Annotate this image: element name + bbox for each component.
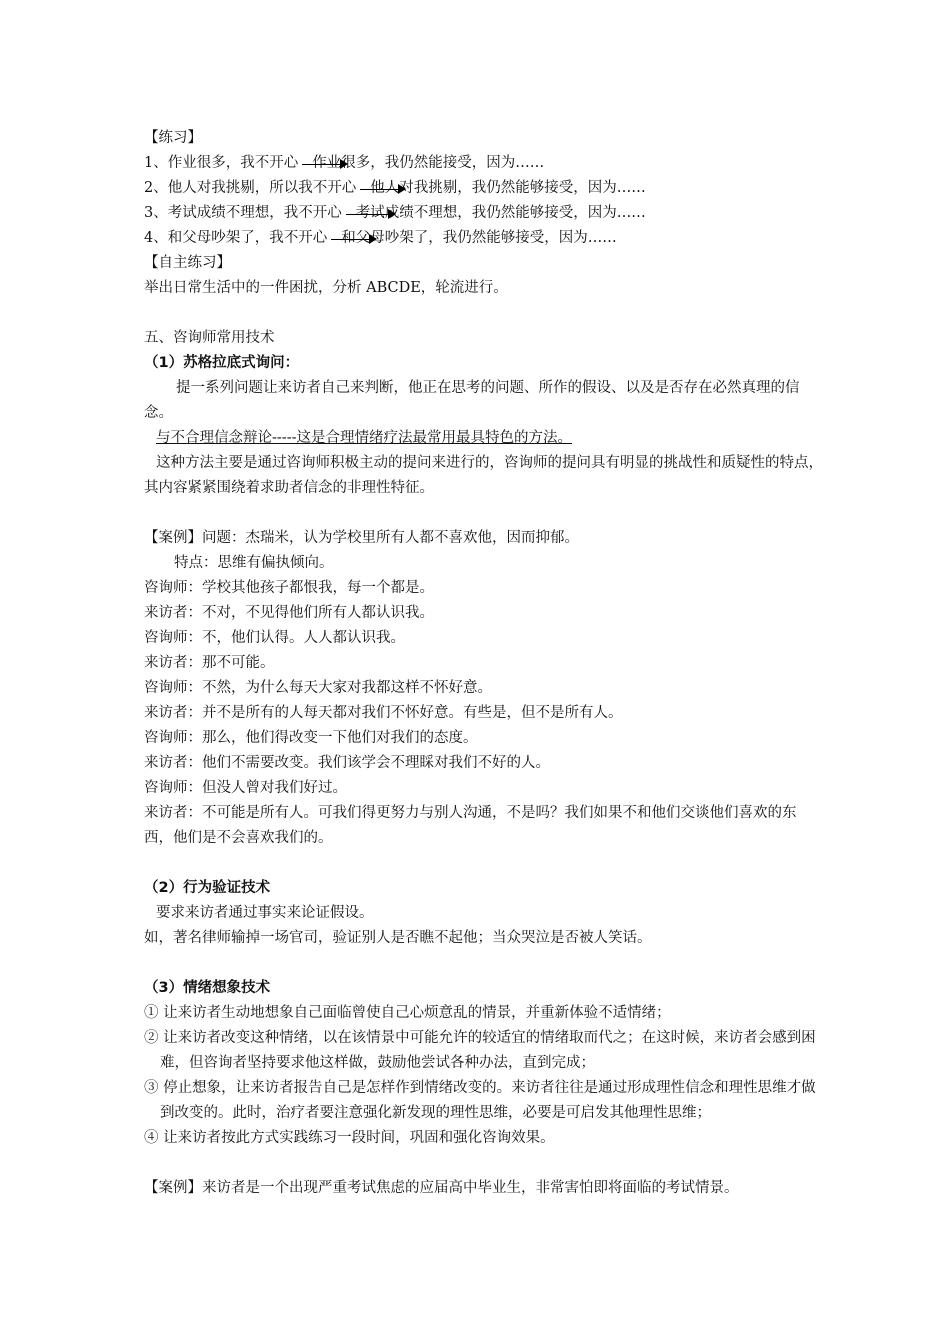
dialog-line: 咨询师：那么，他们得改变一下他们对我们的态度。 <box>144 730 478 746</box>
socratic-heading: （1）苏格拉底式询问： <box>144 355 300 371</box>
self-practice-title: 【自主练习】 <box>144 255 231 271</box>
dialog-line: 咨询师：不然，为什么每天大家对我都这样不怀好意。 <box>144 680 492 696</box>
behavior-heading: （2）行为验证技术 <box>144 880 271 896</box>
self-practice-text: 举出日常生活中的一件困扰，分析 ABCDE，轮流进行。 <box>144 280 508 296</box>
dialog-line: 咨询师：但没人曾对我们好过。 <box>144 780 347 796</box>
practice-left: 2、他人对我挑剔，所以我不开心 <box>144 180 357 196</box>
imagery-step-2: ② 让来访者改变这种情绪，以在该情景中可能允许的较适宜的情绪取而代之；在这时候，来访者会感到困难，但咨询者坚持要求他这样做，鼓励他尝试各种办法，直到完成； <box>144 1030 816 1071</box>
practice-title: 【练习】 <box>144 130 202 146</box>
case1-intro: 【案例】问题：杰瑞米，认为学校里所有人都不喜欢他，因而抑郁。 <box>144 530 579 546</box>
dialog-line: 咨询师：不，他们认得。人人都认识我。 <box>144 630 405 646</box>
socratic-paragraph-1: 提一系列问题让来访者自己来判断，他正在思考的问题、所作的假设、以及是否存在必然真理的信念。 <box>144 380 800 421</box>
practice-right-wrap <box>312 151 544 176</box>
practice-item-4 <box>144 226 824 251</box>
imagery-heading: （3）情绪想象技术 <box>144 980 271 996</box>
behavior-paragraph-2: 如，著名律师输掉一场官司，验证别人是否瞧不起他；当众哭泣是否被人笑话。 <box>144 930 652 946</box>
arrow-right-icon <box>302 164 346 165</box>
dialog-line: 咨询师：学校其他孩子都恨我，每一个都是。 <box>144 580 434 596</box>
section5-title: 五、咨询师常用技术 <box>144 330 275 346</box>
behavior-paragraph-1: 要求来访者通过事实来论证假设。 <box>156 905 374 921</box>
dialog-line: 来访者：他们不需要改变。我们该学会不理睬对我们不好的人。 <box>144 755 550 771</box>
dialog-line: 来访者：不可能是所有人。可我们得更努力与别人沟通，不是吗？我们如果不和他们交谈他们喜欢的东西，他们是不会喜欢我们的。 <box>144 805 797 846</box>
practice-left: 1、作业很多，我不开心 <box>144 155 299 171</box>
dialog-line: 来访者：并不是所有的人每天都对我们不怀好意。有些是，但不是所有人。 <box>144 705 623 721</box>
imagery-step-1: ① 让来访者生动地想象自己面临曾使自己心烦意乱的情景，并重新体验不适情绪； <box>144 1005 671 1021</box>
socratic-paragraph-2: 这种方法主要是通过咨询师积极主动的提问来进行的，咨询师的提问具有明显的挑战性和质疑性的特点，其内容紧紧围绕着求助者信念的非理性特征。 <box>144 455 823 496</box>
dialog-line: 来访者：不对，不见得他们所有人都认识我。 <box>144 605 434 621</box>
case1-feature: 特点：思维有偏执倾向。 <box>174 555 334 571</box>
practice-item-2 <box>144 176 824 201</box>
dialog-line: 来访者：那不可能。 <box>144 655 275 671</box>
case2-text: 【案例】来访者是一个出现严重考试焦虑的应届高中毕业生，非常害怕即将面临的考试情景。 <box>144 1180 739 1196</box>
arrow-right-icon <box>360 189 404 190</box>
arrow-right-icon <box>331 239 375 240</box>
practice-right: 他人对我挑剔，我仍然能够接受，因为…… <box>370 180 646 196</box>
document-page <box>144 126 824 1201</box>
practice-item-1 <box>144 151 824 176</box>
arrow-right-icon <box>346 214 394 215</box>
socratic-underline: 与不合理信念辩论-----这是合理情绪疗法最常用最具特色的方法。 <box>156 430 572 446</box>
imagery-step-3: ③ 停止想象，让来访者报告自己是怎样作到情绪改变的。来访者往往是通过形成理性信念和理性思维才做到改变的。此时，治疗者要注意强化新发现的理性思维，必要是可启发其他理性思维； <box>144 1080 816 1121</box>
practice-left: 3、考试成绩不理想，我不开心 <box>144 205 342 221</box>
practice-item-3 <box>144 201 824 226</box>
practice-right: 作业很多，我仍然能接受，因为…… <box>312 155 545 171</box>
practice-right: 考试成绩不理想，我仍然能够接受，因为…… <box>355 205 646 221</box>
case1-dialog <box>144 576 824 851</box>
practice-left: 4、和父母吵架了，我不开心 <box>144 230 328 246</box>
practice-right: 和父母吵架了，我仍然能够接受，因为…… <box>341 230 617 246</box>
imagery-step-4: ④ 让来访者按此方式实践练习一段时间，巩固和强化咨询效果。 <box>144 1130 555 1146</box>
